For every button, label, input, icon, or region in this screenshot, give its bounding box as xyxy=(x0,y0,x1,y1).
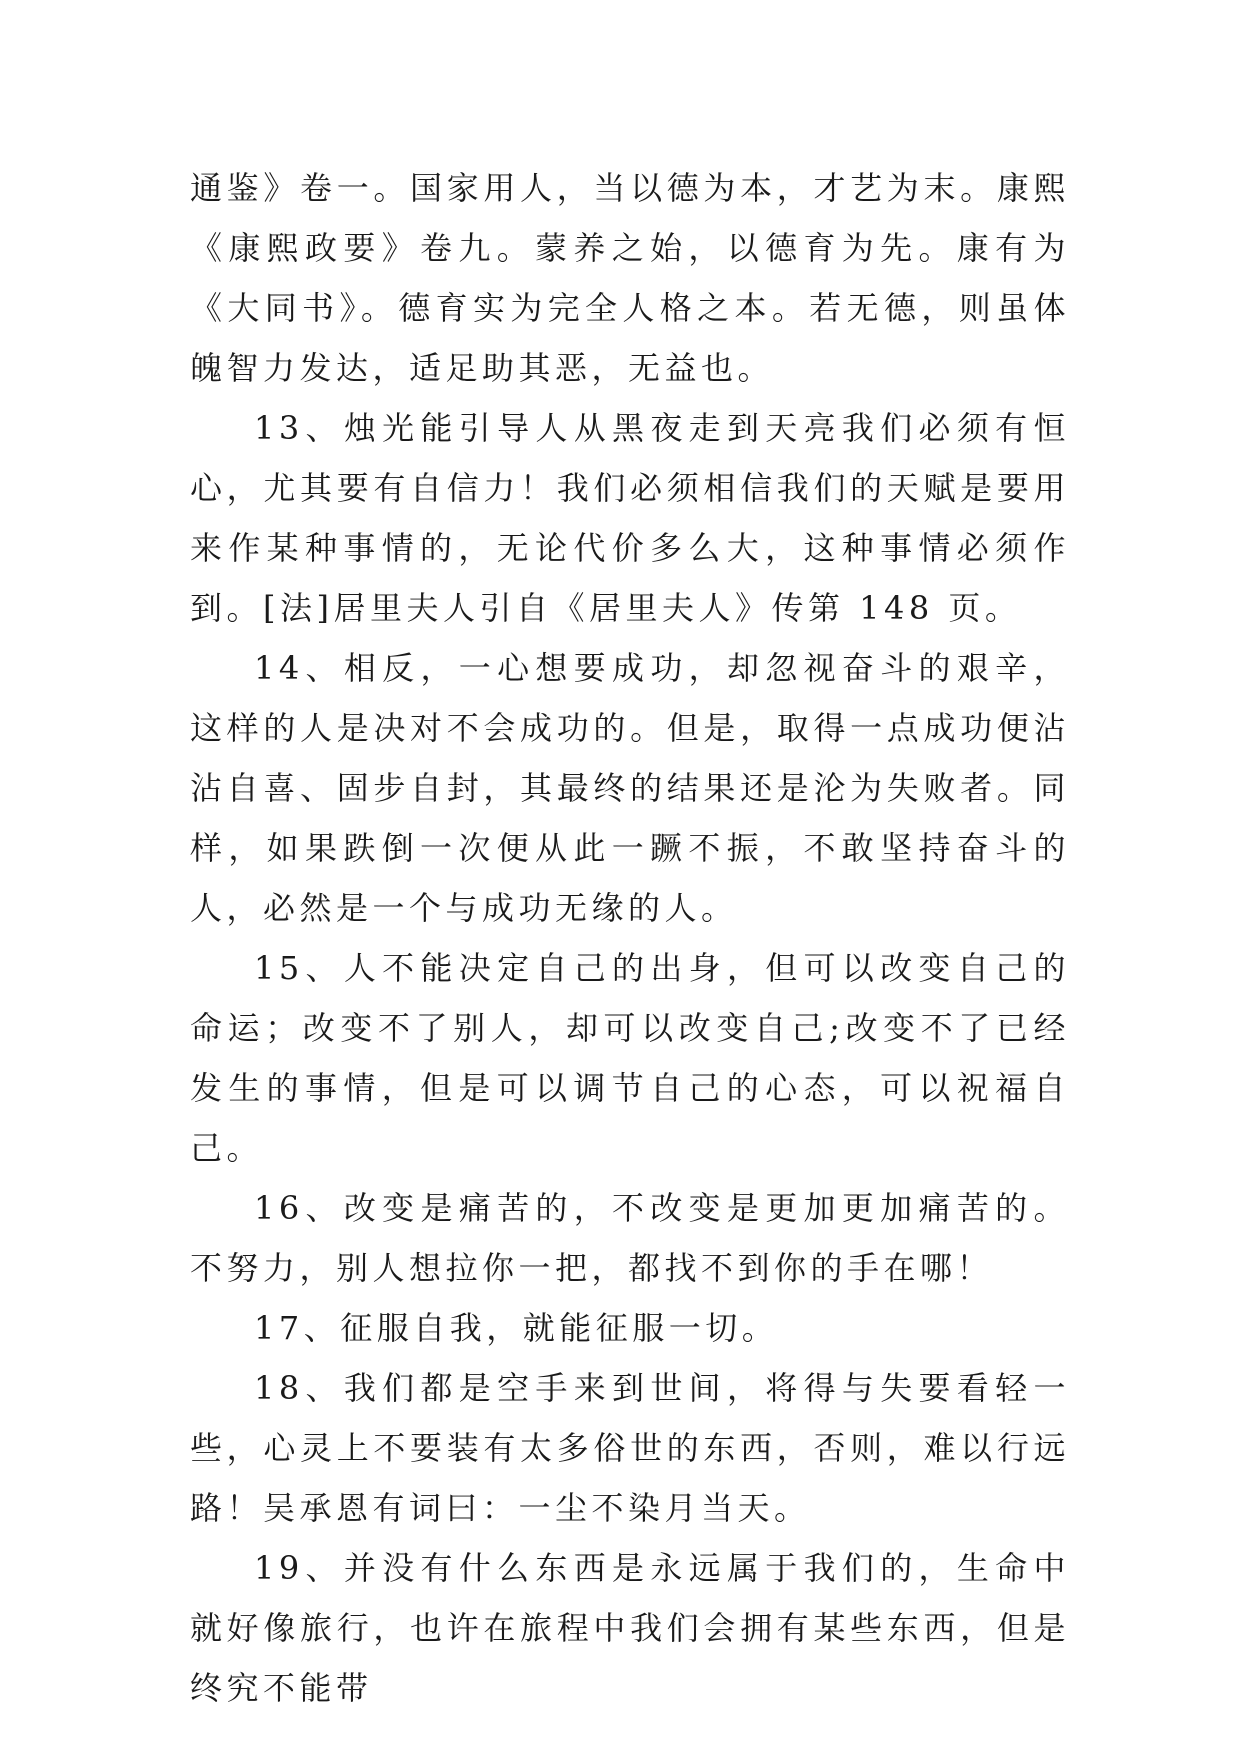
paragraph-14: 14、相反，一心想要成功，却忽视奋斗的艰辛，这样的人是决对不会成功的。但是，取得一点成功便沾沾自喜、固步自封，其最终的结果还是沦为失败者。同样，如果跌倒一次便从此一蹶不振，不敢坚持奋斗的人，必然是一个与成功无缘的人。 xyxy=(190,649,1070,927)
paragraph-16: 16、改变是痛苦的，不改变是更加更加痛苦的。不努力，别人想拉你一把，都找不到你的手在哪！ xyxy=(190,1189,1070,1287)
paragraph-13: 13、烛光能引导人从黑夜走到天亮我们必须有恒心，尤其要有自信力！我们必须相信我们的天赋是要用来作某种事情的，无论代价多么大，这种事情必须作到。[法]居里夫人引自《居里夫人》传第 148 页。 xyxy=(190,409,1070,627)
paragraph-18: 18、我们都是空手来到世间，将得与失要看轻一些，心灵上不要装有太多俗世的东西，否则，难以行远路！吴承恩有词曰：一尘不染月当天。 xyxy=(190,1369,1070,1527)
paragraph-continuation: 通鉴》卷一。国家用人，当以德为本，才艺为末。康熙《康熙政要》卷九。蒙养之始，以德育为先。康有为《大同书》。德育实为完全人格之本。若无德，则虽体魄智力发达，适足助其恶，无益也。 xyxy=(190,169,1070,387)
paragraph-15: 15、人不能决定自己的出身，但可以改变自己的命运；改变不了别人，却可以改变自己;改变不了已经发生的事情，但是可以调节自己的心态，可以祝福自己。 xyxy=(190,949,1070,1167)
paragraph-19: 19、并没有什么东西是永远属于我们的，生命中就好像旅行，也许在旅程中我们会拥有某些东西，但是终究不能带 xyxy=(190,1549,1070,1707)
paragraph-17: 17、征服自我，就能征服一切。 xyxy=(254,1309,779,1347)
document-page xyxy=(190,158,1070,1718)
